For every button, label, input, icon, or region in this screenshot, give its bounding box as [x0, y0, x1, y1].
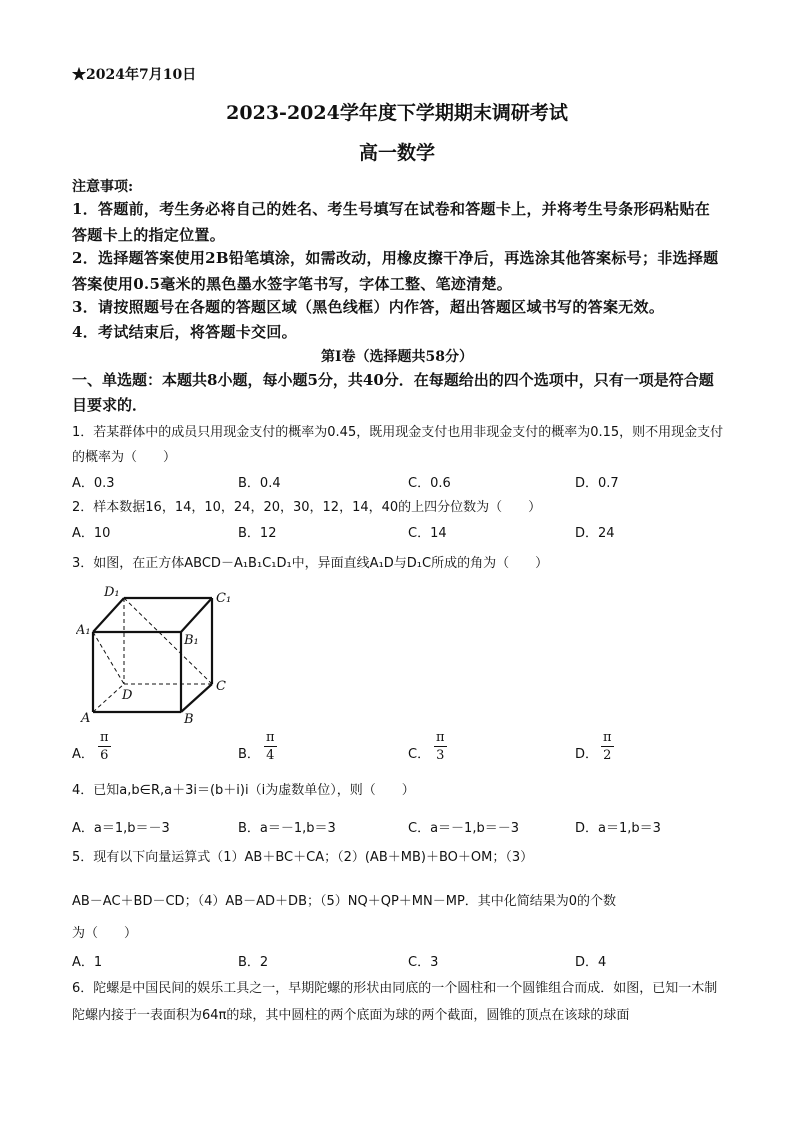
question-1-stem: 1．若某群体中的成员只用现金支付的概率为0.45，既用现金支付也用非现金支付的概率为0.15，则不用现金支付的概率为（ ） [72, 425, 724, 465]
option-b: B．a＝－1,b＝3 [238, 821, 336, 836]
fraction-numerator: π [603, 730, 612, 745]
label-a: A [81, 711, 91, 726]
question-2-stem: 2．样本数据16，14，10，24，20，30，12，14，40的上四分位数为（ ） [72, 500, 542, 515]
question-6-stem: 6．陀螺是中国民间的娱乐工具之一，早期陀螺的形状由同底的一个圆柱和一个圆锥组合而成．如图，已知一木制陀螺内接于一表面积为64π的球，其中圆柱的两个底面为球的两个截面，圆锥的顶点在该球的球面 [72, 981, 718, 1023]
notice-item-3: 3．请按照题号在各题的答题区域（黑色线框）内作答，超出答题区域书写的答案无效。 [72, 298, 665, 316]
label-d: D [122, 688, 133, 703]
fraction-numerator: π [436, 730, 445, 745]
option-d: D．a＝1,b＝3 [575, 821, 661, 836]
fraction-denominator: 4 [266, 748, 275, 763]
option-c: C．0.6 [408, 476, 451, 491]
fraction-pi-over-6 [98, 729, 111, 764]
question-2-options [72, 522, 724, 546]
cube-figure [76, 584, 236, 726]
section-title: 一、单选题：本题共8小题，每小题5分，共40分．在每题给出的四个选项中，只有一项是符合题目要求的． [72, 371, 714, 414]
edge-b1-c1 [181, 598, 212, 632]
option-c-letter: C． [408, 747, 431, 762]
option-c [408, 730, 445, 763]
fraction-numerator: π [100, 730, 109, 745]
edge-b-c [181, 684, 212, 712]
option-b: B．0.4 [238, 476, 281, 491]
notice-item-2: 2．选择题答案使用2B铅笔填涂，如需改动，用橡皮擦干净后，再选涂其他答案标号；非选择题答案使用0.5毫米的黑色墨水签字笔书写，字体工整、笔迹清楚。 [72, 249, 719, 293]
option-a [72, 730, 109, 763]
question-5-stem-line-2: AB－AC＋BD－CD；（4）AB－AD＋DB；（5）NQ＋QP＋MN－MP．其中化简结果为0的个数 [72, 894, 617, 909]
question-4-stem: 4．已知a,b∈R,a＋3i＝(b＋i)i（i为虚数单位），则（ ） [72, 783, 415, 798]
label-b1: B₁ [184, 633, 199, 648]
question-3-options [72, 730, 724, 767]
label-c1: C₁ [216, 591, 232, 606]
exam-date: ★2024年7月10日 [72, 67, 197, 83]
option-b [238, 730, 275, 763]
label-c: C [216, 679, 226, 694]
option-d: D．4 [575, 955, 607, 970]
edge-a-d [93, 684, 124, 712]
part-title: 第Ⅰ卷（选择题共58分） [320, 349, 474, 365]
fraction-pi-over-3 [434, 729, 447, 764]
fraction-denominator: 3 [436, 748, 445, 763]
label-a1: A₁ [76, 623, 91, 638]
option-c: C．3 [408, 955, 439, 970]
option-b-letter: B． [238, 747, 260, 762]
question-4-options [72, 817, 724, 841]
option-a: A．10 [72, 526, 111, 541]
option-d: D．0.7 [575, 476, 619, 491]
question-5-options [72, 951, 724, 975]
question-3-stem: 3．如图，在正方体ABCD－A₁B₁C₁D₁中，异面直线A₁D与D₁C所成的角为（ ） [72, 556, 549, 571]
subject-title: 高一数学 [358, 142, 435, 164]
label-b: B [184, 712, 194, 726]
label-d1: D₁ [104, 585, 120, 600]
option-d [575, 730, 612, 763]
option-d-letter: D． [575, 747, 599, 762]
fraction-numerator: π [266, 730, 275, 745]
notice-item-4: 4．考试结束后，将答题卡交回。 [72, 323, 297, 341]
edge-a1-d1 [93, 598, 124, 632]
fraction-pi-over-4 [264, 729, 277, 764]
option-a: A．0.3 [72, 476, 115, 491]
option-b: B．2 [238, 955, 269, 970]
question-5-stem-line-1: 5．现有以下向量运算式（1）AB＋BC＋CA；（2）(AB＋MB)＋BO＋OM；（3） [72, 850, 534, 865]
option-c: C．a＝－1,b＝－3 [408, 821, 519, 836]
exam-title: 2023-2024学年度下学期期末调研考试 [226, 102, 568, 124]
question-1-options [72, 472, 724, 496]
option-d: D．24 [575, 526, 615, 541]
fraction-pi-over-2 [601, 729, 614, 764]
option-a: A．1 [72, 955, 103, 970]
option-a-letter: A． [72, 747, 94, 762]
fraction-denominator: 2 [603, 748, 612, 763]
diagonal-a1-d [93, 632, 124, 684]
fraction-denominator: 6 [100, 748, 109, 763]
notice-heading: 注意事项: [72, 179, 134, 195]
question-5-stem-line-3: 为（ ） [72, 926, 138, 941]
option-a: A．a＝1,b＝－3 [72, 821, 170, 836]
notice-item-1: 1．答题前，考生务必将自己的姓名、考生号填写在试卷和答题卡上，并将考生号条形码粘贴在答题卡上的指定位置。 [72, 200, 711, 244]
option-c: C．14 [408, 526, 447, 541]
option-b: B．12 [238, 526, 277, 541]
